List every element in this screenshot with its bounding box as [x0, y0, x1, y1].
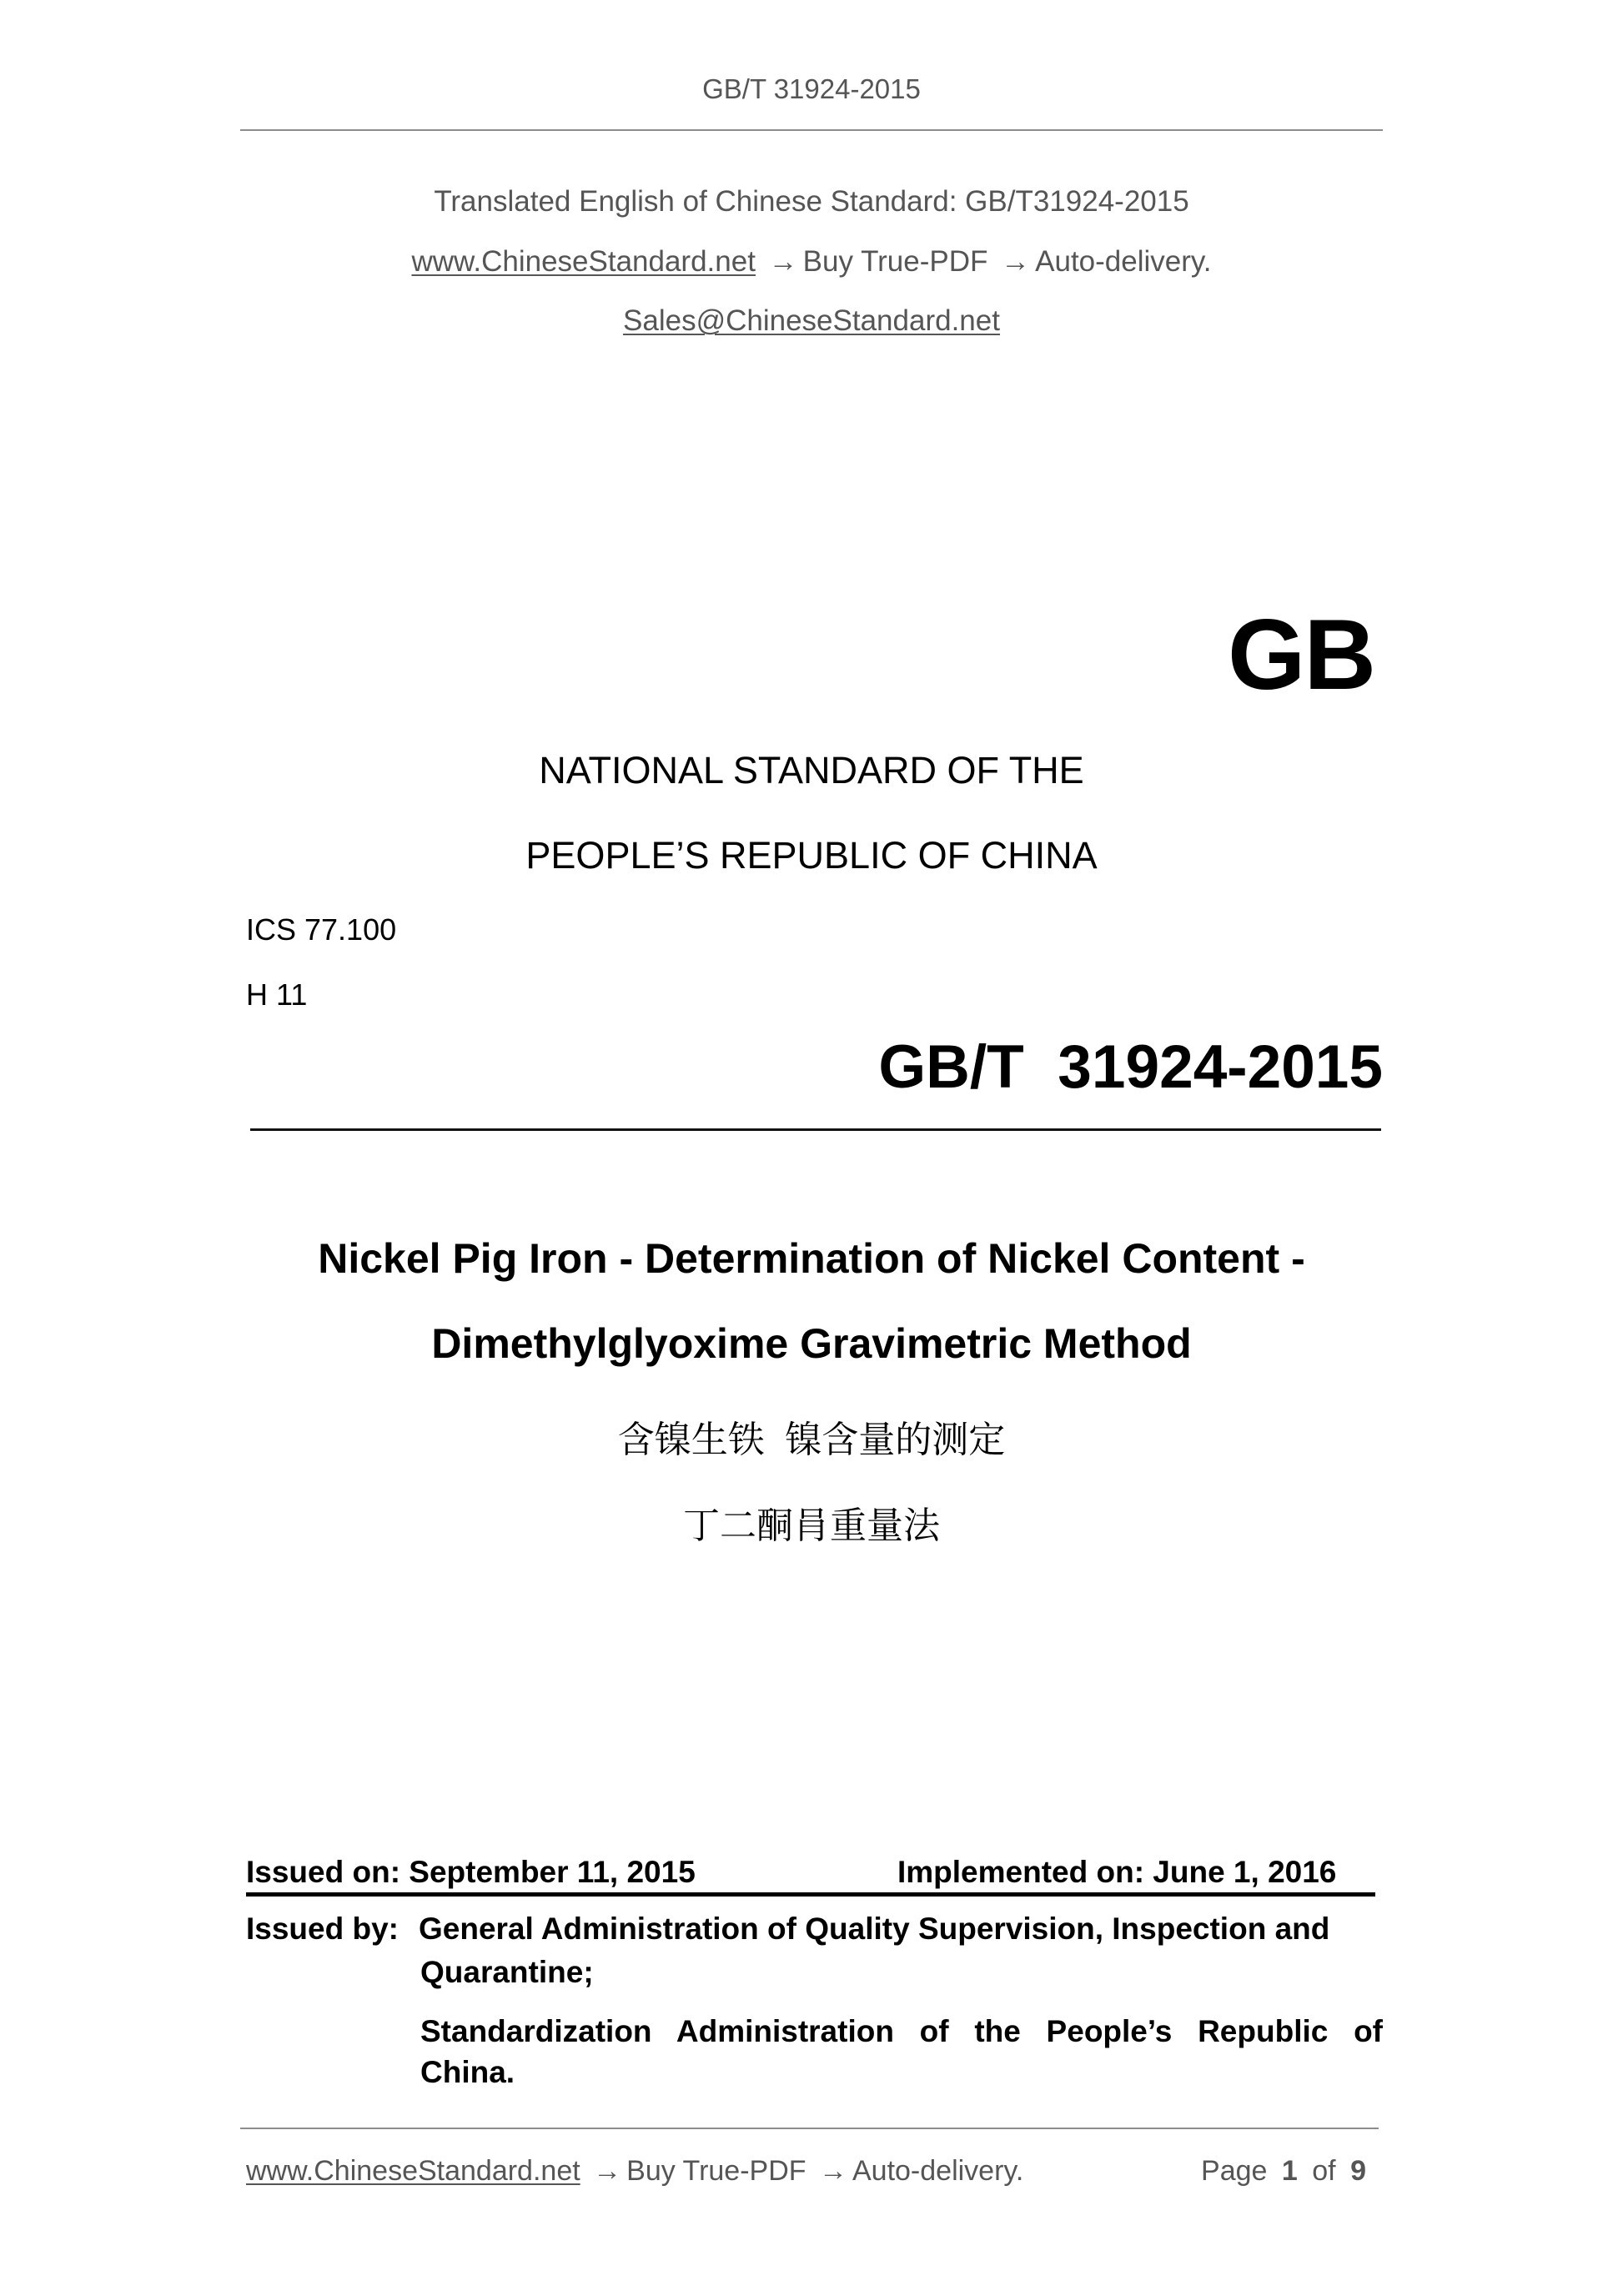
page-current: 1 [1281, 2155, 1298, 2187]
standard-number-divider [250, 1128, 1381, 1131]
arrow-right-icon: → [593, 2155, 622, 2187]
buy-true-pdf-text: Buy True-PDF [802, 245, 988, 278]
issuer1-line1: General Administration of Quality Supervision, Inspection and [419, 1912, 1330, 1946]
footer-buy-true-pdf-text: Buy True-PDF [626, 2155, 806, 2187]
standard-number: GB/T 31924-2015 [878, 1033, 1383, 1101]
promo-links-line [0, 245, 1623, 279]
translated-text: Translated English of Chinese Standard: GB/T31924-2015 [434, 185, 1189, 218]
title-zh-line1: 含镍生铁 镍含量的测定 [617, 1419, 1006, 1460]
footer-site-link[interactable]: www.ChineseStandard.net [246, 2155, 580, 2187]
auto-delivery-text: Auto-delivery. [1035, 245, 1212, 278]
arrow-right-icon: → [1001, 245, 1031, 278]
issuer2-line1-text: Standardization Administration of the People’s Republic of [420, 2014, 1383, 2048]
page-indicator [1201, 2155, 1366, 2188]
footer-auto-delivery-text: Auto-delivery. [852, 2155, 1024, 2187]
arrow-right-icon: → [818, 2155, 847, 2187]
dates-divider [246, 1892, 1375, 1897]
running-header [0, 73, 1623, 105]
ics-code: ICS 77.100 [246, 912, 397, 947]
national-standard-line2: PEOPLE’S REPUBLIC OF CHINA [525, 834, 1098, 877]
issuer1-line2: Quarantine; [420, 1955, 594, 1989]
footer-divider [240, 2128, 1379, 2129]
of-label: of [1312, 2155, 1336, 2187]
ccs-code: H 11 [246, 977, 308, 1012]
page-total: 9 [1350, 2155, 1366, 2187]
title-en-line2: Dimethylglyoxime Gravimetric Method [431, 1320, 1192, 1367]
title-zh-line2: 丁二酮肙重量法 [683, 1505, 940, 1546]
national-standard-line1: NATIONAL STANDARD OF THE [539, 749, 1084, 791]
issuer2-line2: China. [420, 2055, 515, 2089]
issuer2-line1 [420, 2014, 1383, 2049]
email-link[interactable]: Sales@ChineseStandard.net [623, 304, 1000, 337]
gb-mark: GB [1228, 599, 1374, 711]
issued-by-label: Issued by: [246, 1912, 399, 1946]
running-title: GB/T 31924-2015 [702, 73, 921, 104]
title-en-line1: Nickel Pig Iron - Determination of Nickel Content - [318, 1235, 1305, 1282]
implemented-on-date: Implemented on: June 1, 2016 [897, 1855, 1337, 1889]
header-divider [240, 129, 1383, 131]
translated-line [0, 185, 1623, 219]
arrow-right-icon: → [768, 245, 798, 278]
page-label: Page [1201, 2155, 1268, 2187]
site-link[interactable]: www.ChineseStandard.net [411, 245, 756, 278]
footer-links [246, 2155, 1023, 2188]
email-line [0, 304, 1623, 338]
issued-on-date: Issued on: September 11, 2015 [246, 1855, 696, 1889]
